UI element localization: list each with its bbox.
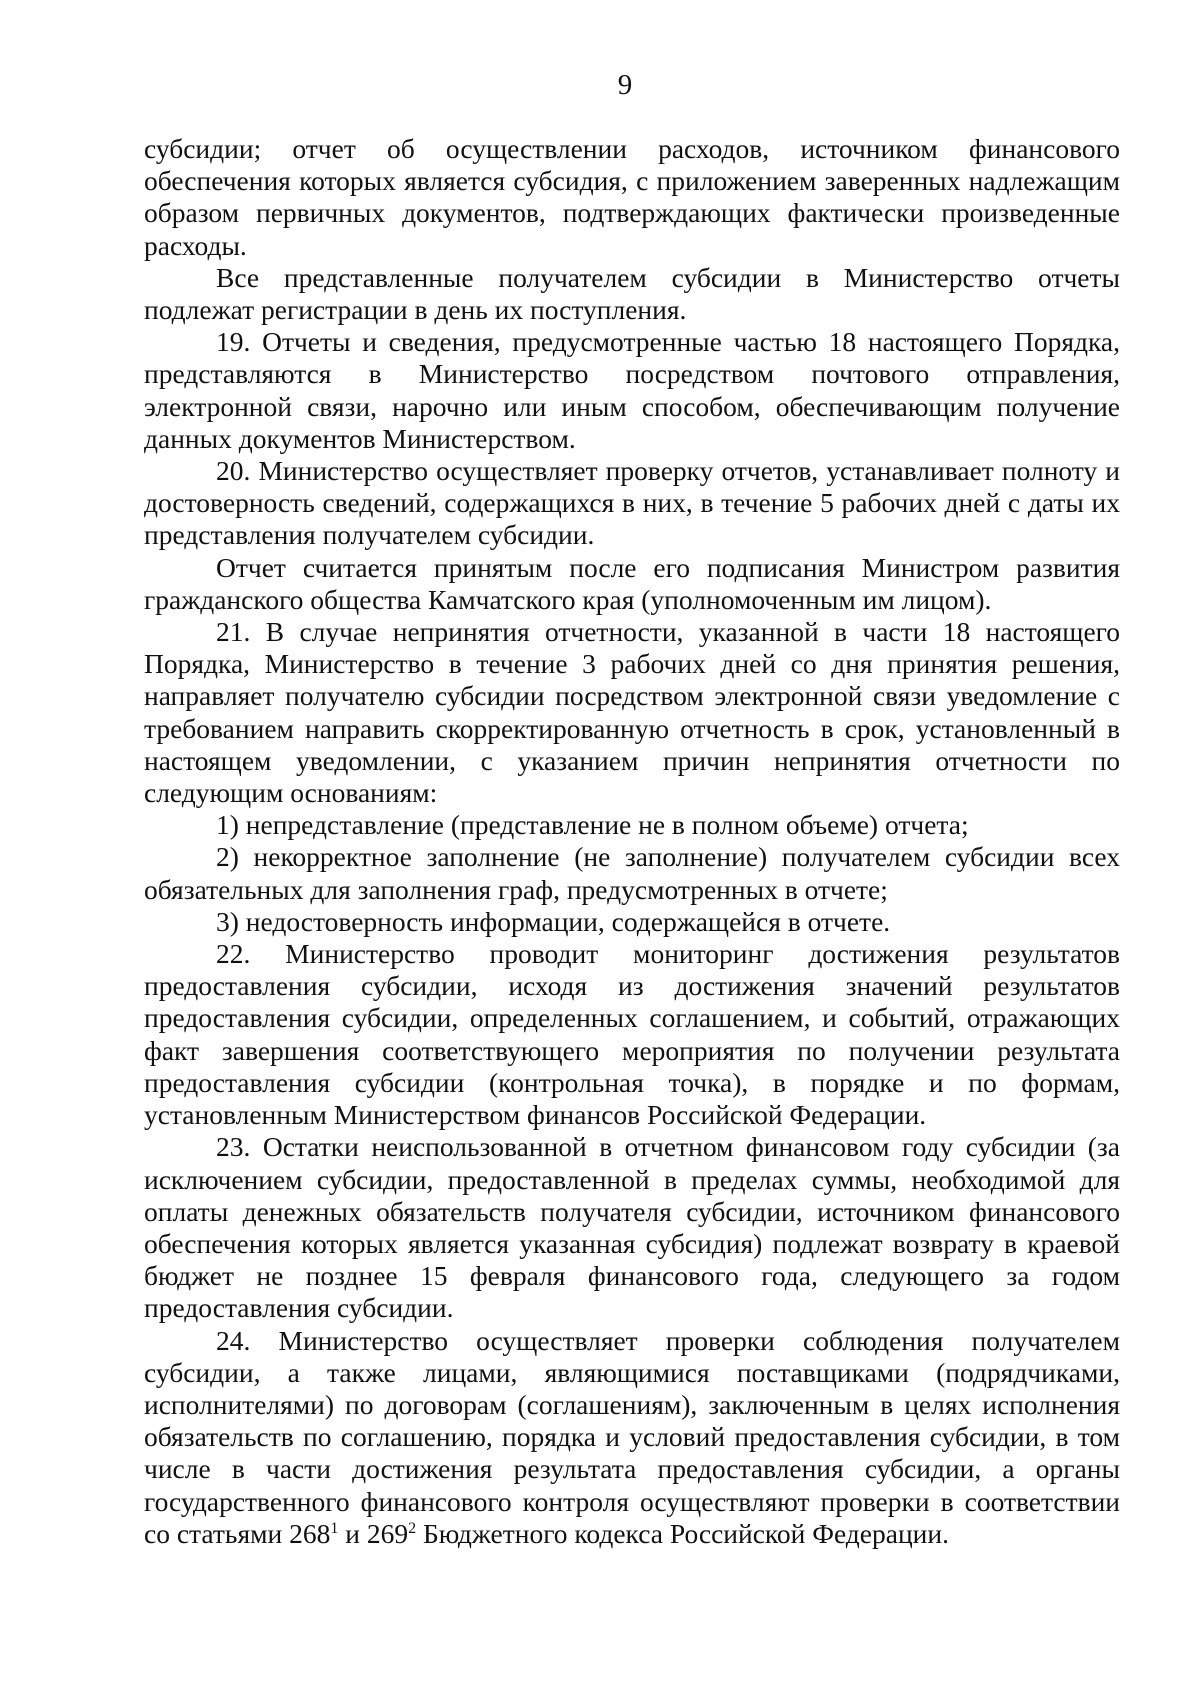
list-item-3: 3) недостоверность информации, содержащейся в отчете. [216, 905, 891, 937]
paragraph-22-monitoring: 22. Министерство проводит мониторинг достижения результатов предоставления субсидии, исходя из достижения значений результатов предоставления субсидии, определенных соглашением, и событий, отражающих факт завершения соответствующего мероприятия по получении результата предоставления субсидии (контрольная точка), в порядке и по формам, установленным Министерством финансов Российской Федерации. [144, 938, 1120, 1131]
document-body [144, 133, 1120, 1550]
budget-code-reference: Бюджетного кодекса Российской Федерации. [416, 1517, 949, 1549]
budget-code-article-268: 268 [289, 1517, 331, 1549]
paragraph-report-acceptance: Отчет считается принятым после его подписания Министром развития гражданского общества Камчатского края (уполномоченным им лицом). [144, 551, 1120, 615]
paragraph-23-remaining-funds: 23. Остатки неиспользованной в отчетном финансовом году субсидии (за исключением субсидии, предоставленной в пределах суммы, необходимой для оплаты денежных обязательств получателя субсидии, источником финансового обеспечения которых является указанная субсидия) подлежат возврату в краевой бюджет не позднее 15 февраля финансового года, следующего за годом предоставления субсидии. [144, 1131, 1120, 1324]
paragraph-subsidy-report: субсидии; отчет об осуществлении расходов, источником финансового обеспечения которых является субсидия, с приложением заверенных надлежащим образом первичных документов, подтверждающих фактически произведенные расходы. [144, 133, 1120, 261]
list-item-1: 1) непредставление (представление не в полном объеме) отчета; [216, 809, 969, 841]
article-269-superscript: 2 [408, 1519, 417, 1537]
paragraph-24-text: 24. Министерство осуществляет проверки соблюдения получателем субсидии, а также лицами, являющимися поставщиками (подрядчиками, исполнителями) по договорам (соглашениям), заключенным в целях исполнения обязательств по соглашению, порядка и условий предоставления субсидии, в том числе в части достижения результата предоставления субсидии, а органы государственного финансового контроля осуществляют проверки в соответствии со статьями [144, 1324, 1120, 1549]
paragraph-report-registration: Все представленные получателем субсидии в Министерство отчеты подлежат регистрации в день их поступления. [144, 261, 1120, 326]
article-268-superscript: 1 [330, 1519, 339, 1537]
page-number: 9 [617, 69, 633, 101]
list-item-2: 2) некорректное заполнение (не заполнение) получателем субсидии всех обязательных для заполнения граф, предусмотренных в отчете; [144, 841, 1120, 905]
budget-code-article-269: 269 [366, 1517, 409, 1549]
paragraph-19-submission: 19. Отчеты и сведения, предусмотренные частью 18 настоящего Порядка, представляются в Министерство посредством почтового отправления, электронной связи, нарочно или иным способом, обеспечивающим получение данных документов Министерством. [144, 326, 1120, 454]
paragraph-24-inspections [144, 1325, 1120, 1550]
article-joiner: и [338, 1517, 367, 1549]
paragraph-21-rejection: 21. В случае непринятия отчетности, указанной в части 18 настоящего Порядка, Министерство в течение 3 рабочих дней со дня принятия решения, направляет получателю субсидии посредством электронной связи уведомление с требованием направить скорректированную отчетность в срок, установленный в настоящем уведомлении, с указанием причин непринятия отчетности по следующим основаниям: [144, 616, 1120, 809]
paragraph-20-verification: 20. Министерство осуществляет проверку отчетов, устанавливает полноту и достоверность сведений, содержащихся в них, в течение 5 рабочих дней с даты их представления получателем субсидии. [144, 455, 1120, 551]
